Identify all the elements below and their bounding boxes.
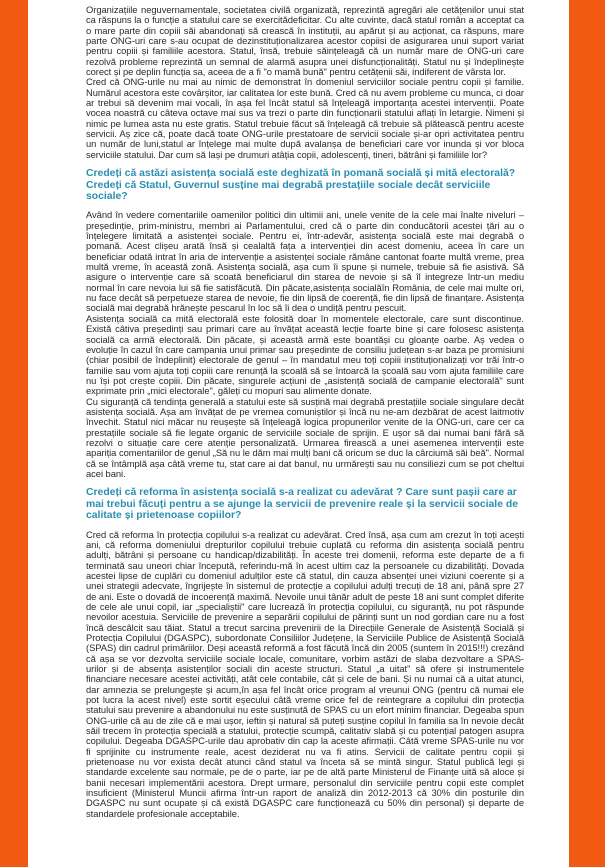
left-accent-bar: [0, 0, 28, 867]
paragraph-state-tendency: Cu siguranță că tendința generală a statului este să susțină mai degrabă prestațiile sociale singulare decât asistența socială. Așa am învățat de pe vremea comuniștilor și încă nu ne-am dezbărat de acest laitmotiv învechit. Statul nici măcar nu reușește să înțeleagă logica propunerilor venite de la ONG-uri, care cer ca prestațiile sociale să fie legate organic de serviciile sociale de sprijin. E ușor să dai numai bani fără să rezolvi o situație care cere atenție personalizată. Urmarea firească a unei asemenea intervenții este apariția comentariilor de genul „Să nu le dăm mai mulți bani că oricum se duc la cârciumă săi beă". Normal că se întâmplă așa câtă vreme tu, stat care ai dat banul, nu urmărești sau nu consiliezi cum se pot cheltui acei bani.: [86, 395, 524, 479]
paragraph-political-comments: Având în vedere comentariile oamenilor politici din ultimii ani, unele venite de la cele mai înalte niveluri – președinție, prim-ministru, membri ai Parlamentului, cred că o parte din conducătorii acestei țări au o înțelegere limitată a asistenței sociale. Pentru ei, într-adevăr, asistența socială este mai degrabă o pomană. Acest clișeu arată însă și cealaltă fața a intervenției din acest domeniu, aceea în care un beneficiar odată intrat în aria de intervenție a asistenței sociale rămâne cantonat foarte multă vreme, prea multă vreme, în această zonă. Asistența socială, așa cum îi spune și numele, trebuie să fie asistivă. Să asigure o intervenție care să scoată beneficiarul din starea de nevoie și să îl integreze într-un mediu normal în care nevoia lui să fie satisfăcută. Din păcate,asistența socialăîn România, de cele mai multe ori, nu face decât să perpetueze starea de nevoie, fie din lipsă de coerență, fie din lipsă de finanțare. Asistența socială mai degrabă hrănește pescarul în loc să îi dea o undiță pentru pescuit.: [86, 209, 524, 314]
paragraph-reform: Cred că reforma în protecția copilului s-a realizat cu adevărat. Cred însă, așa cum am crezut în toți acești ani, că reforma domeniului drepturilor copilului trebuie cuplată cu reforma din asistența socială pentru adulți, bătrâni și persoane cu handicap/dizabilități. În aceste trei domenii, reforma este departe de a fi terminată sau uneori chiar începută, referindu-mă în acest ultim caz la persoanele cu dizabilități. Dovada acestei lipse de cuplări cu domeniul adulților este că statul, din cauza absenței unei viziuni coerente și a unei strategii adecvate, îngrijește în sistemul de protecție a copilului adulți trecuți de 18 ani, până spre 27 de ani. Este o dovadă de incoerență maximă. Nevoile unui tânăr adult de peste 18 ani sunt complet diferite de cele ale unui copil, iar „specialiștii" care lucrează în protecția copilului, cu siguranță, nu pot răspunde nevoilor acestuia. Serviciile de prevenire a separării copilului de părinți sunt un nod gordian care nu a fost încă descâlcit sau tăiat. Statul a trecut sarcina prevenirii de la Direcțiile Generale de Asistență Socială și Protecția Copilului (DGASPC), subordonate Consiliilor Județene, la Serviciile Publice de Asistență Socială (SPAS) din cadrul primăriilor. Deși această reformă a fost făcută încă din 2005 (suntem în 2015!!!) crezând că așa se vor dezvolta serviciile sociale locale, comunitare, vorbim astăzi de slaba dezvoltare a SPAS-urilor și de absența asistenților sociali din aceste structuri. Statul „a uitat" să ofere și instrumentele financiare necesare acestei activități, atât cele contabile, cât și cele de bani. Și nu numai că a uitat atunci, dar amnezia se prelungește și acum,în așa fel încât orice program al vreunui ONG (pentru că numai ele pot lucra la acest nivel) este sortit eșecului câtă vreme orice fel de reintegrare a copilului din protecția statului sau prevenire a abandonului nu este susținută de SPAS cu un efort minim financiar. Degeaba spun ONG-urile că au de zile că e mai ușor, ieftin și natural să puteți susține copilul în familia sa în nevoie decât săil trecem în protecția specială a statului, protecție scumpă, calitativ slabă și cu potențial patogen asupra copilului. Degeaba DGASPC-urile dau aprobativ din cap la aceste afirmații. Câtă vreme SPAS-urile nu vor fi sprijinite cu instrumente reale, acest deziderat nu va fi atins. Servicii de calitate pentru copii și prietenoase nu vor exista decât atunci când statul va înceta să se mintă singur. Statul publică legi și standarde excelente sau normale, pe de o parte, iar pe de altă parte Ministerul de Finanțe uită să aloce și banii necesari implementării acestora. Drept urmare, personalul din serviciile pentru copii este complet insuficient (Ministerul Muncii afirma într-un raport de analiză din 2012-2013 că 30% din posturile din DGASPC nu sunt ocupate și că există DGASPC care funcționează cu 50% din personal) și departe de standardele profesionale acceptabile.: [86, 528, 524, 819]
paragraph-ngo-services: Cred că ONG-urile nu mai au nimic de demonstrat în domeniul serviciilor sociale pentru copii și familie. Numărul acestora este covârșitor, iar calitatea lor este bună. Cred că nu avem probleme cu munca, ci doar ar trebui să devenim mai vocali, în așa fel încât statul să înțeleagă importanța acestei intervenții. Poate vocea noastră cu câteva octave mai sus va trezi o parte din funcționarii statului aflați în letargie. Nimeni și nimic pe lumea asta nu este gratis. Statul trebuie făcut să înțeleagă că trebuie să plătească pentru aceste servicii. Aș zice că, poate dacă toate ONG-urile prestatoare de servicii sociale și-ar opri activitatea pentru un număr de luni,statul ar înțelege mai multe după avalanșa de beneficiari care vor inunda și vor bloca serviciile statului. Dar cum să lași pe drumuri atâția copii, adolescenți, tineri, bătrâni și familiile lor?: [86, 76, 524, 160]
paragraph-ngo-role: Organizațiile neguvernamentale, societatea civilă organizată, reprezintă agregări ale cetățenilor unui stat ca răspuns la o funcție a statului care se exercitădeficitar. Cu alte cuvinte, dacă statul român a acceptat ca o mare parte din copiii săi abandonați să crească în instituții, au apărut și au acționat, ca răspuns, mare parte ONG-uri care s-au ocupat de dezinstituționalizarea acestor copiisi de asigurarea unui suport variat pentru copiii și familiile acestora. Statul, însă, trebuie săințeleagă că un număr mare de ONG-uri care rezolvă probleme reprezintă un semnal de alarmă asupra unei disfuncționalități. Statul nu și îndeplinește corect și pe deplin funcția sa, aceea de a fi "o mamă bună" pentru cetățenii săi, indiferent de vârsta lor.: [86, 4, 524, 78]
question-heading-reform: Credeți că reforma în asistența socială s-a realizat cu adevărat ? Care sunt pașii care ar mai trebui făcuți pentru a se ajunge la servicii de prevenire reale și la servicii sociale de calitate și prietenoase copiilor?: [86, 487, 518, 522]
right-accent-bar: [569, 0, 605, 867]
question-heading-electoral: Credeți că astăzi asistența socială este deghizată în pomană socială și mită electorală? Credeți că Statul, Guvernul susține mai degrabă prestațiile sociale decât serviciile sociale?: [86, 168, 516, 202]
article-body: [86, 5, 524, 819]
paragraph-electoral-bribe: Asistența socială ca mită electorală este folosită doar în momentele electorale, care sunt discontinue. Există câtiva președinți sau primari care au învățat această lecție foarte bine și care folosesc asistența socială ca armă electorală. Din păcate, și această armă este boantăși cu gloanțe oarbe. Aș vedea o evoluție în cazul în care campania unui primar sau președinte de consiliu județean s-ar baza pe promisiuni (chiar posibil de îndeplinit) electorale de genul – în mandatul meu toți copiii instituționalizați vor trăi într-o familie sau vom ajuta toți copiii care renunță la școală să se întoarcă la școală sau vom ajuta familiile care nu își pot crește copiii. Din păcate, singurele acțiuni de „asistență socială de campanie electorală" sunt exprimate prin „mici electorale", găleți cu mopuri sau alimente donate.: [86, 312, 524, 397]
